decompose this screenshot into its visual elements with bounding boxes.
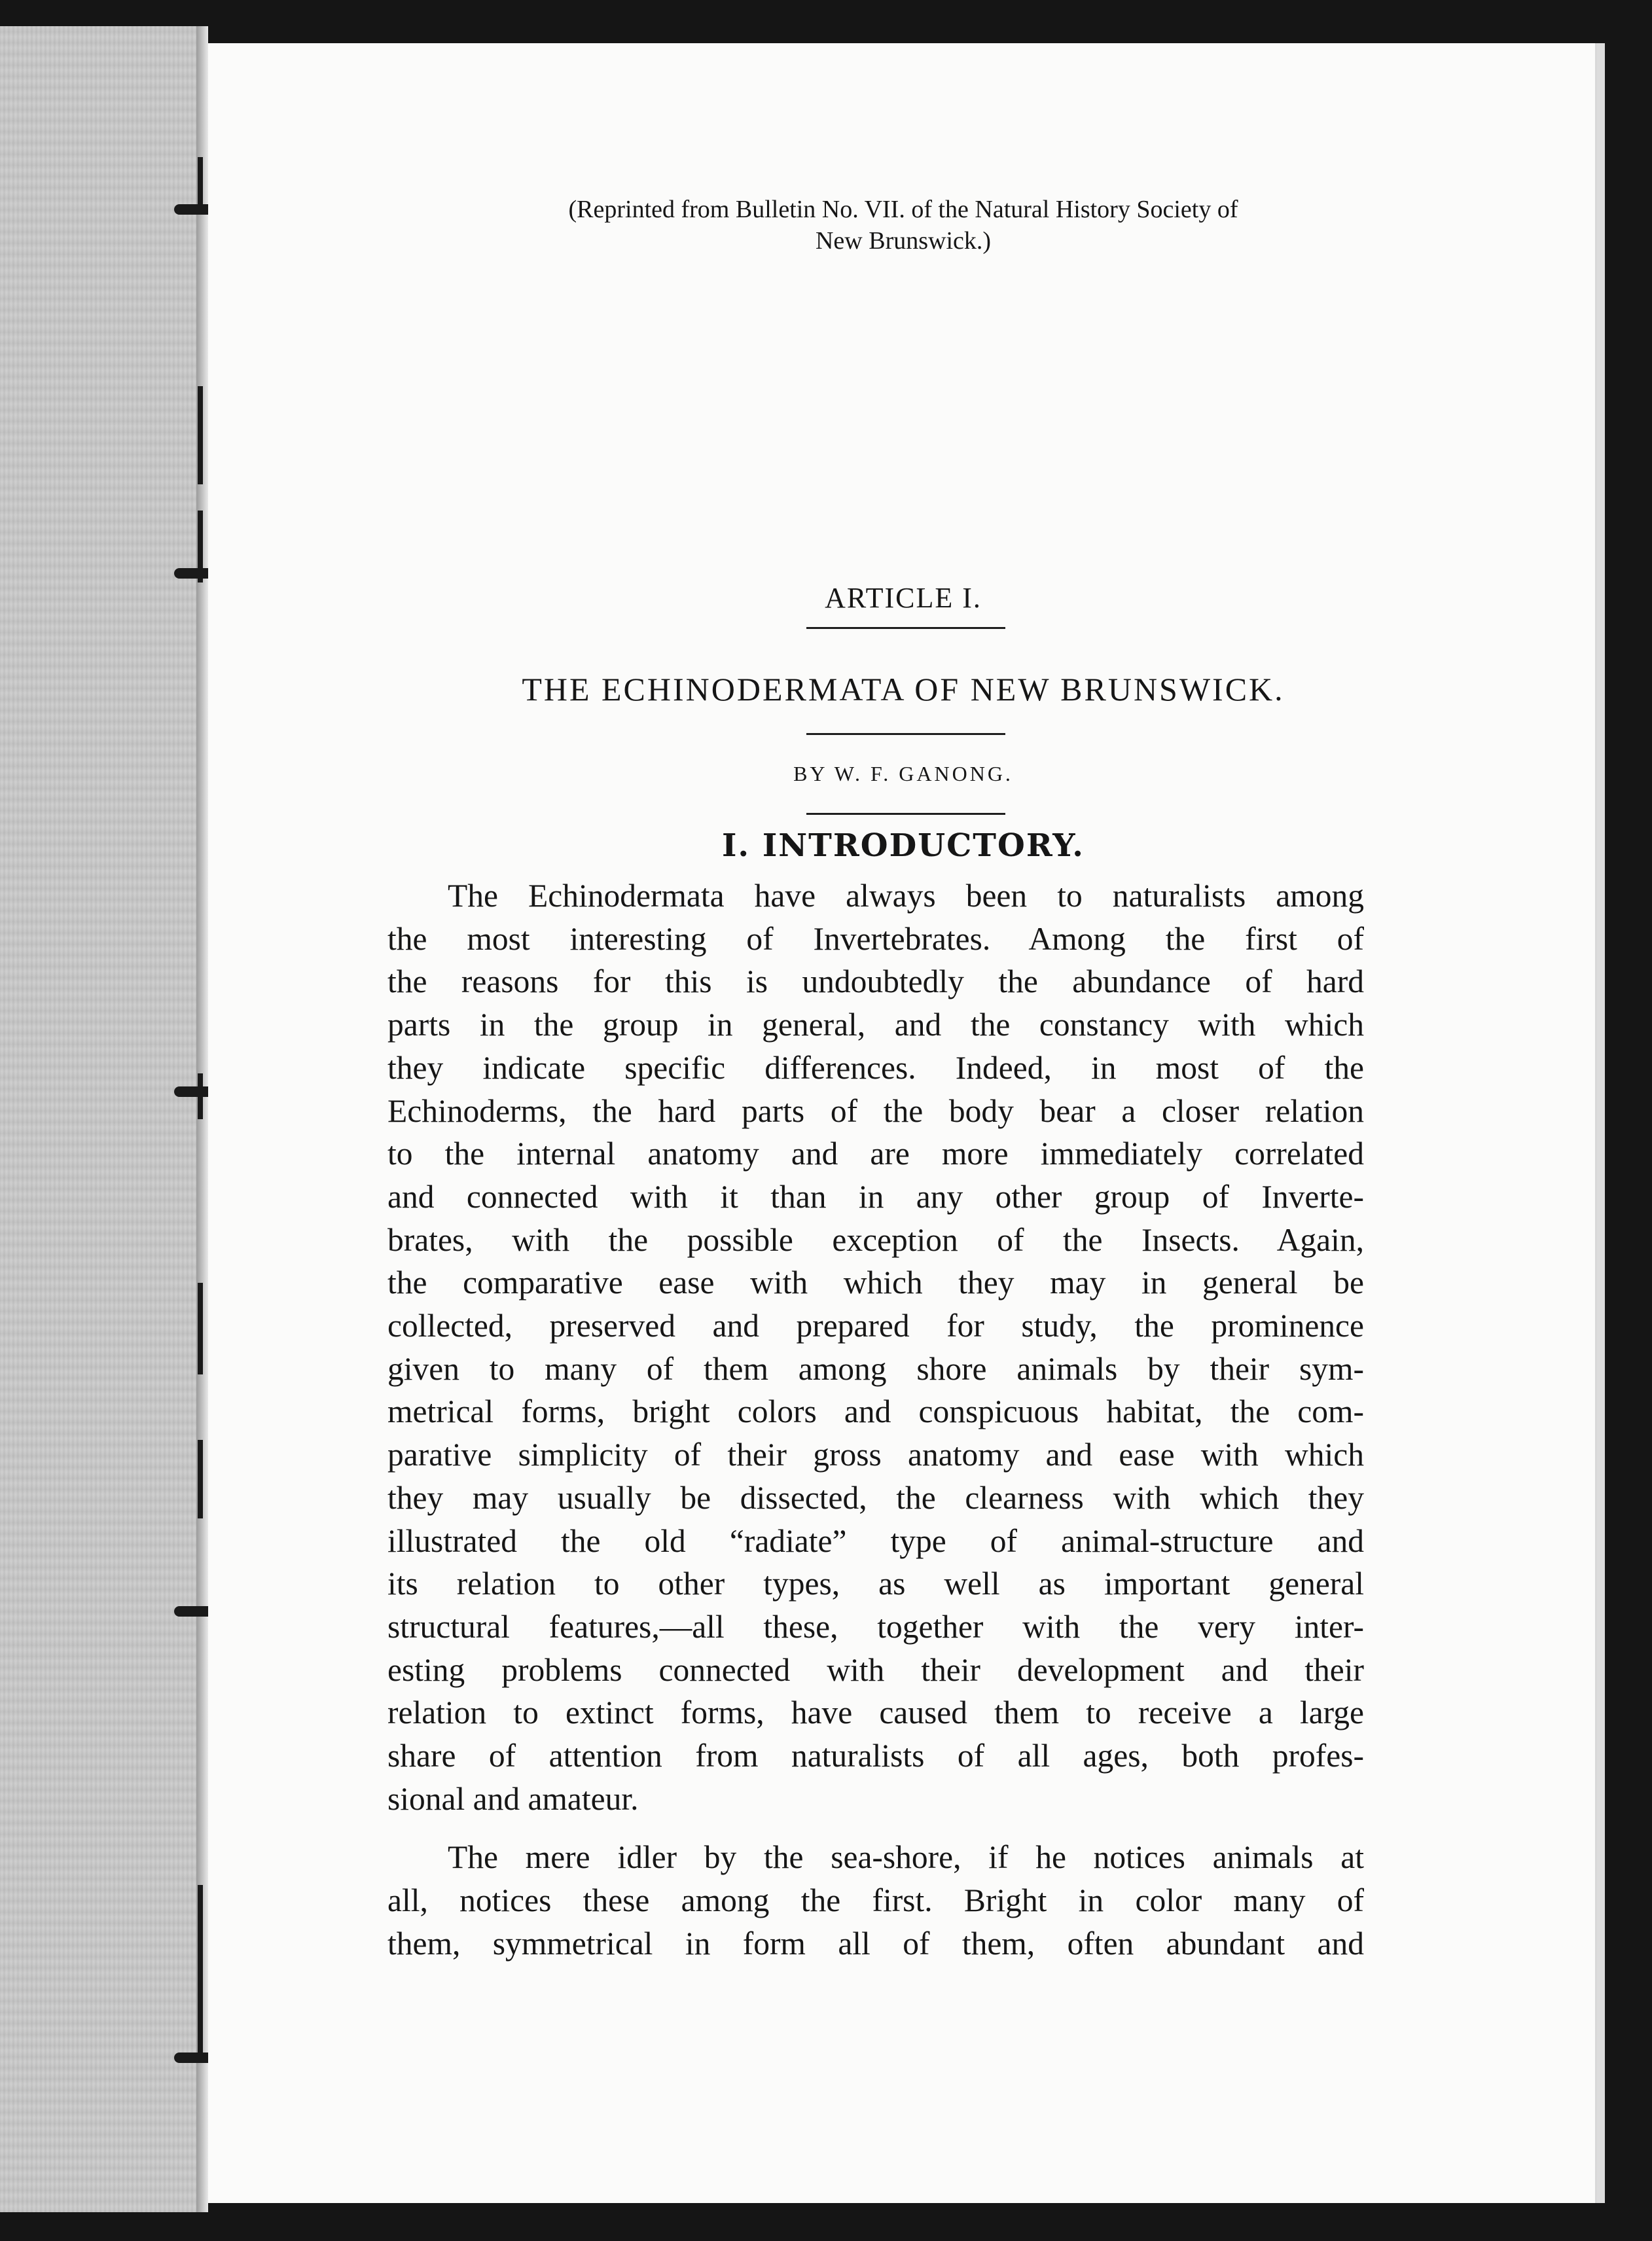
text-line: the comparative ease with which they may in general be: [387, 1264, 1364, 1301]
spine-edge: [196, 26, 208, 2212]
body-text: [387, 874, 1364, 1965]
text-line: esting problems connected with their development and their: [387, 1651, 1364, 1688]
text-line: to the internal anatomy and are more immediately correlated: [387, 1136, 1364, 1172]
text-line: parts in the group in general, and the constancy with which: [387, 1007, 1364, 1043]
binding-stitch: [198, 386, 203, 484]
binding-spine: [0, 26, 196, 2212]
binding-stitch: [198, 157, 203, 209]
reprint-note-line: New Brunswick.): [815, 227, 992, 255]
text-line: sional and amateur.: [387, 1780, 639, 1817]
reprint-note-line: (Reprinted from Bulletin No. VII. of the Natural History Society of: [568, 196, 1238, 223]
text-line: brates, with the possible exception of the Insects. Again,: [387, 1221, 1364, 1258]
text-line: them, symmetrical in form all of them, often abundant and: [387, 1925, 1364, 1962]
article-number: ARTICLE I.: [825, 582, 982, 614]
text-line: all, notices these among the first. Bright in color many of: [387, 1882, 1364, 1919]
text-line: its relation to other types, as well as important general: [387, 1566, 1364, 1602]
text-line: Echinoderms, the hard parts of the body bear a closer relation: [387, 1092, 1364, 1129]
text-line: parative simplicity of their gross anatomy and ease with which: [387, 1437, 1364, 1473]
text-line: illustrated the old “radiate” type of animal-structure and: [387, 1522, 1364, 1559]
divider-rule: [806, 627, 1005, 629]
text-line: they may usually be dissected, the clearness with which they: [387, 1479, 1364, 1516]
text-line: collected, preserved and prepared for study, the prominence: [387, 1308, 1364, 1344]
text-line: metrical forms, bright colors and conspicuous habitat, the com-: [387, 1393, 1364, 1430]
binding-stitch: [198, 1440, 203, 1518]
binding-stitch: [198, 1283, 203, 1374]
text-line: structural features,—all these, together with the very inter-: [387, 1608, 1364, 1645]
text-line: they indicate specific differences. Indeed, in most of the: [387, 1049, 1364, 1086]
text-line: relation to extinct forms, have caused them to receive a large: [387, 1694, 1364, 1731]
divider-rule: [806, 733, 1005, 735]
divider-rule: [806, 813, 1005, 815]
text-line: the reasons for this is undoubtedly the abundance of hard: [387, 963, 1364, 1000]
text-line: given to many of them among shore animals by their sym-: [387, 1350, 1364, 1387]
page-edge: [1597, 43, 1605, 2203]
article-title: THE ECHINODERMATA OF NEW BRUNSWICK.: [522, 671, 1285, 708]
section-heading: I. INTRODUCTORY.: [721, 827, 1085, 864]
binding-stitch: [198, 1885, 203, 2062]
text-line: and connected with it than in any other group of Inverte-: [387, 1178, 1364, 1215]
text-line: share of attention from naturalists of all ages, both profes-: [387, 1738, 1364, 1774]
byline: BY W. F. GANONG.: [793, 762, 1013, 785]
reprint-note: [497, 194, 1309, 257]
text-line: the most interesting of Invertebrates. Among the first of: [387, 920, 1364, 957]
paragraph: [387, 874, 1364, 1820]
text-line: The Echinodermata have always been to naturalists among: [448, 878, 1364, 914]
paragraph: [387, 1836, 1364, 1965]
text-line: The mere idler by the sea-shore, if he notices animals at: [448, 1839, 1364, 1876]
